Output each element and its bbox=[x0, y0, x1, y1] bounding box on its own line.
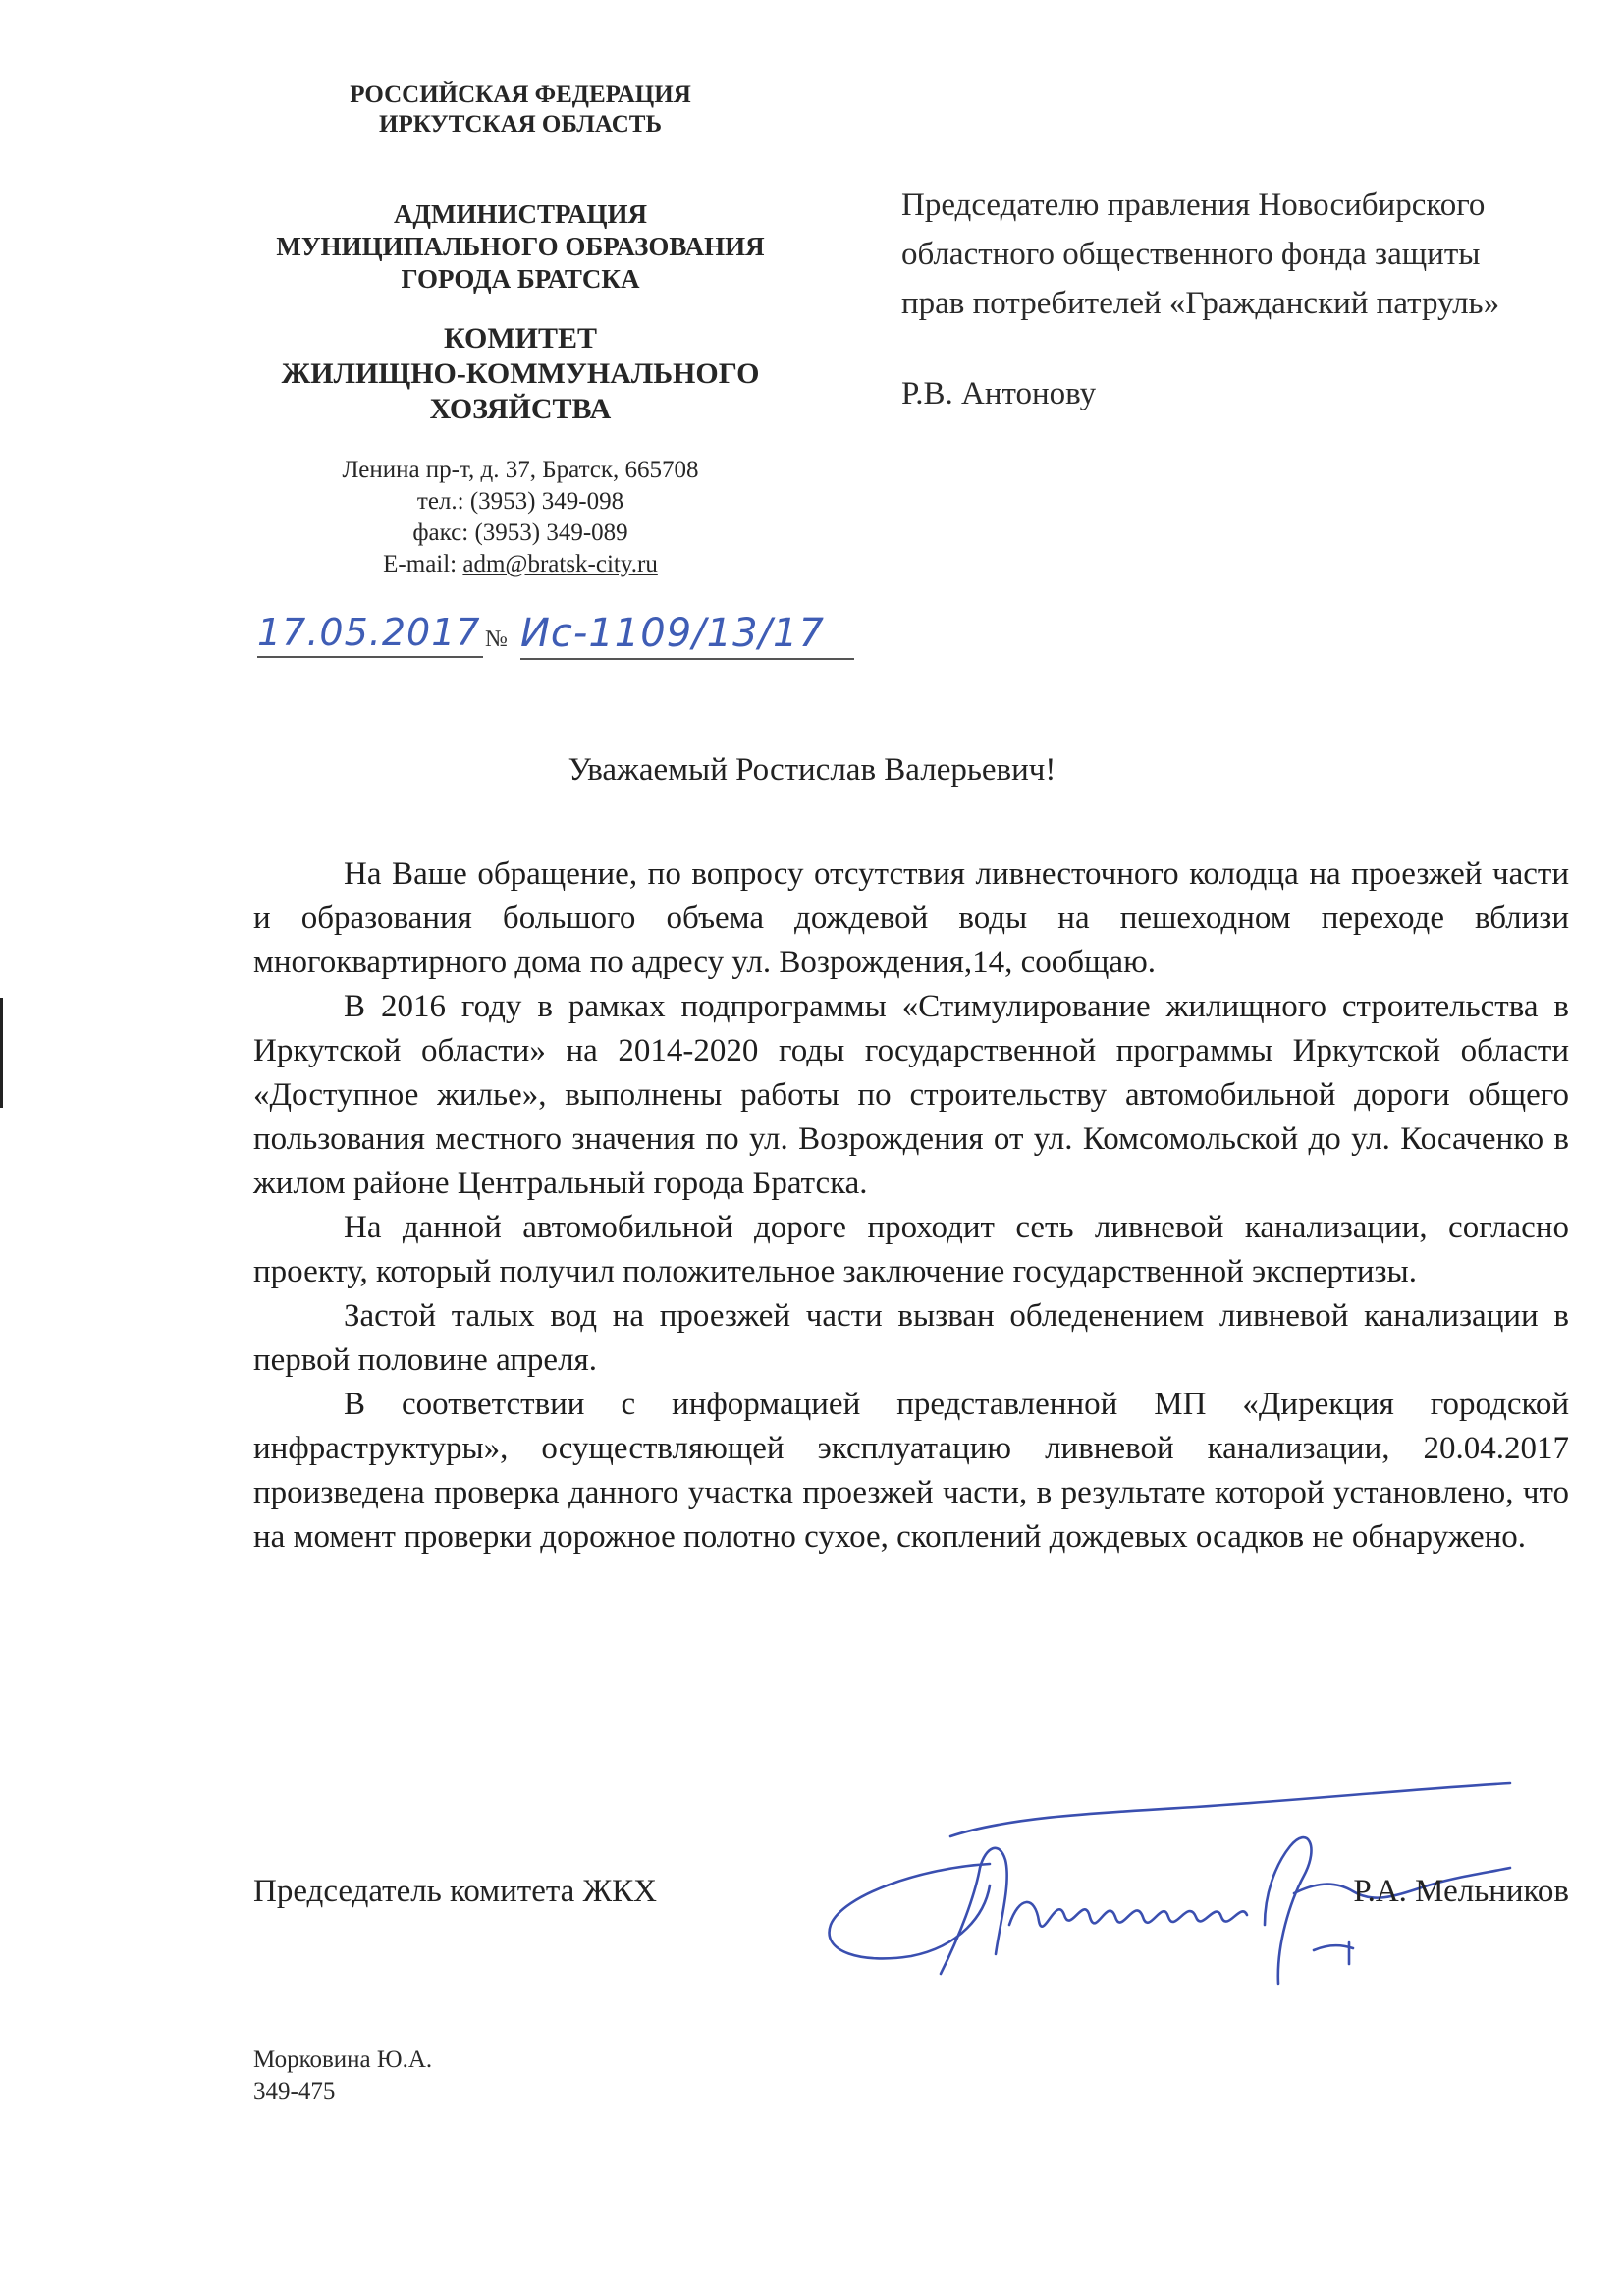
addressee-name: Р.В. Антонову bbox=[901, 376, 1097, 411]
letterhead-address: Ленина пр-т, д. 37, Братск, 665708 bbox=[342, 457, 699, 483]
email-label: E-mail: bbox=[383, 551, 458, 577]
letterhead-committee-line: ХОЗЯЙСТВА bbox=[429, 393, 612, 425]
letterhead-country: РОССИЙСКАЯ ФЕДЕРАЦИЯ bbox=[350, 82, 691, 108]
letterhead-contacts bbox=[226, 455, 815, 580]
scan-edge-mark bbox=[0, 998, 3, 1108]
letterhead-region: ИРКУТСКАЯ ОБЛАСТЬ bbox=[379, 111, 662, 137]
body-paragraph: В соответствии с информацией представленной МП «Дирекция городской инфраструктуры», осуществляющей эксплуатацию ливневой канализации, 20.04.2017 произведена проверка данного участка проезжей части, в результате которой установлено, что на момент проверки дорожное полотно сухое, скоплений дождевых осадков не обнаружено. bbox=[253, 1387, 1569, 1555]
executor-name: Морковина Ю.А. bbox=[253, 2047, 433, 2073]
addressee-line: прав потребителей «Гражданский патруль» bbox=[901, 286, 1500, 321]
letterhead-admin-line: ГОРОДА БРАТСКА bbox=[401, 264, 640, 294]
signature-row bbox=[253, 1846, 1569, 2003]
letterhead-committee-line: ЖИЛИЩНО-КОММУНАЛЬНОГО bbox=[281, 357, 760, 390]
letterhead-administration bbox=[226, 198, 815, 296]
signatory-position: Председатель комитета ЖКХ bbox=[253, 1874, 657, 1909]
registration-number-label: № bbox=[485, 627, 509, 652]
registration-line bbox=[257, 607, 866, 666]
addressee-block bbox=[901, 181, 1608, 418]
signatory-name: Р.А. Мельников bbox=[1353, 1874, 1569, 1909]
letter-body bbox=[253, 852, 1569, 1559]
email-link[interactable]: adm@bratsk-city.ru bbox=[462, 551, 658, 577]
body-paragraph: На данной автомобильной дороге проходит сеть ливневой канализации, согласно проекту, который получил положительное заключение государственной экспертизы. bbox=[253, 1210, 1569, 1289]
body-paragraph: В 2016 году в рамках подпрограммы «Стимулирование жилищного строительства в Иркутской области» на 2014-2020 годы государственной программы Иркутской области «Доступное жилье», выполнены работы по строительству автомобильной дороги общего пользования местного значения по ул. Возрождения от ул. Комсомольской до ул. Косаченко в жилом районе Центральный города Братска. bbox=[253, 989, 1569, 1201]
letterhead bbox=[226, 81, 815, 580]
letterhead-committee bbox=[226, 321, 815, 427]
body-paragraph: На Ваше обращение, по вопросу отсутствия ливнесточного колодца на проезжей части и образования большого объема дождевой воды на пешеходном переходе вблизи многоквартирного дома по адресу ул. Возрождения,14, сообщаю. bbox=[253, 856, 1569, 980]
addressee-line: областного общественного фонда защиты bbox=[901, 237, 1481, 272]
letterhead-admin-line: МУНИЦИПАЛЬНОГО ОБРАЗОВАНИЯ bbox=[276, 232, 765, 261]
letterhead-fax: факс: (3953) 349-089 bbox=[412, 519, 628, 546]
salutation: Уважаемый Ростислав Валерьевич! bbox=[568, 752, 1056, 788]
executor-block bbox=[253, 2045, 432, 2107]
letterhead-email bbox=[226, 549, 815, 580]
letterhead-phone: тел.: (3953) 349-098 bbox=[416, 488, 624, 515]
body-paragraph: Застой талых вод на проезжей части вызван обледенением ливневой канализации в первой половине апреля. bbox=[253, 1298, 1569, 1378]
addressee-line: Председателю правления Новосибирского bbox=[901, 188, 1486, 223]
executor-phone: 349-475 bbox=[253, 2078, 336, 2104]
registration-date: 17.05.2017 bbox=[257, 611, 483, 658]
registration-number: Ис-1109/13/17 bbox=[520, 611, 854, 660]
letterhead-admin-line: АДМИНИСТРАЦИЯ bbox=[393, 199, 648, 229]
letterhead-committee-line: КОМИТЕТ bbox=[443, 322, 598, 355]
